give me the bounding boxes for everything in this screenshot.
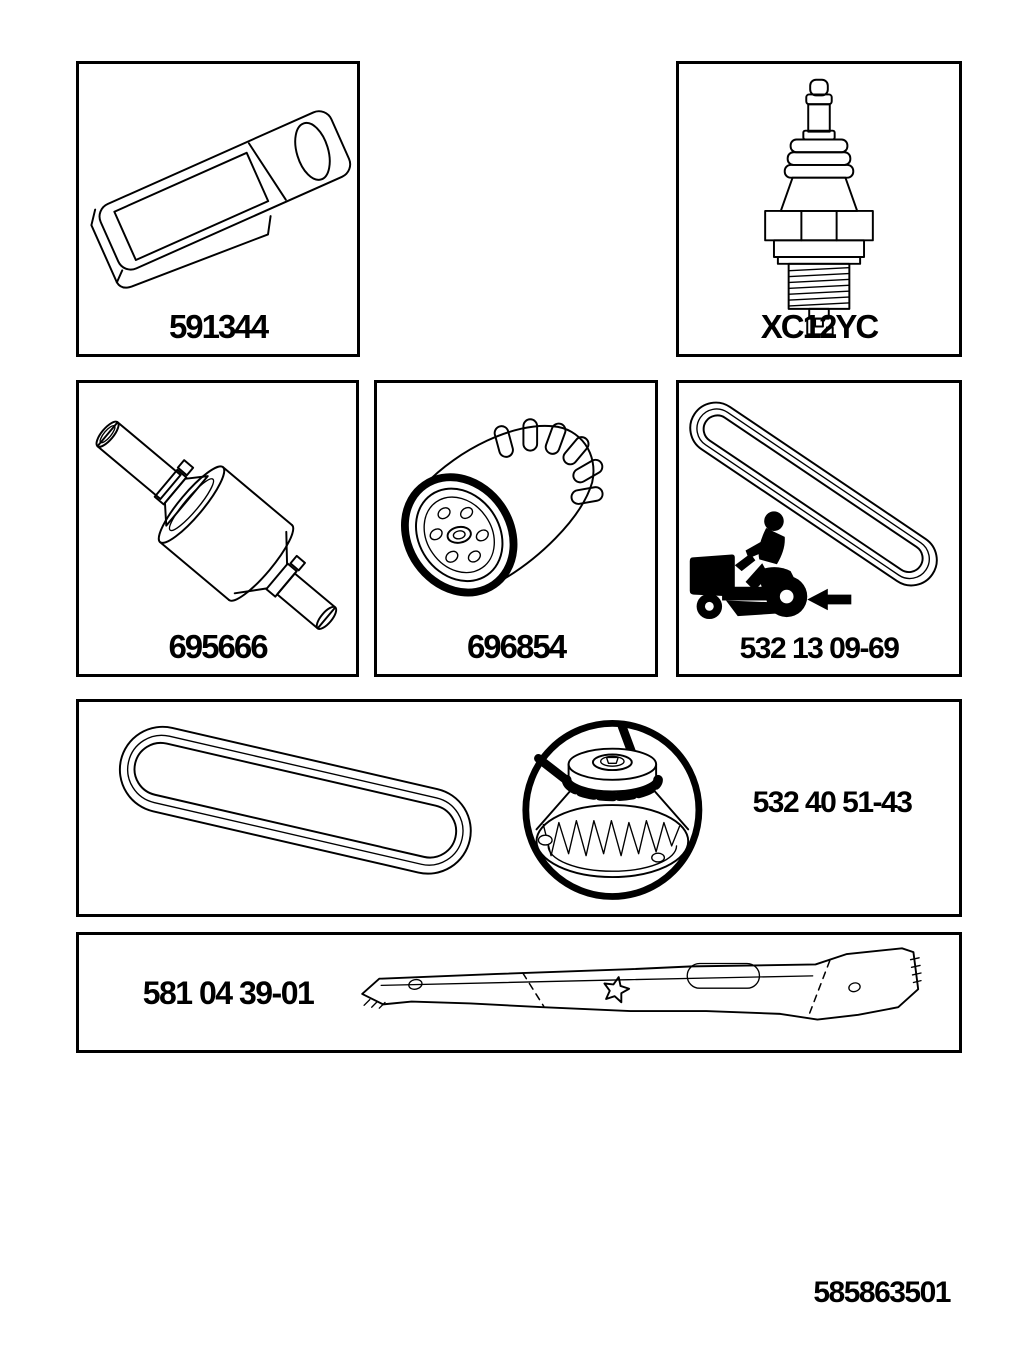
deck-belt-loop [111, 718, 479, 882]
arrow-left-icon [807, 589, 851, 611]
star-center-hole [601, 974, 631, 1003]
part-number-label: 532 13 09-69 [739, 632, 899, 665]
part-number-label: 532 40 51-43 [752, 786, 912, 819]
part-number-label: 696854 [466, 628, 566, 665]
panel-ground-drive-belt [676, 380, 962, 677]
spindle-detail-circle [526, 723, 699, 896]
panel-muffler [76, 380, 359, 677]
drive-belt-with-tractor-drawing [679, 383, 959, 674]
part-number-label: XC12YC [760, 308, 878, 345]
panel-deck-belt-spindle [76, 699, 962, 917]
part-number-label: 591344 [168, 308, 268, 345]
tractor-icon [690, 511, 807, 619]
part-number-label: 695666 [168, 628, 267, 665]
panel-air-filter [76, 61, 360, 357]
panel-mower-blade [76, 932, 962, 1053]
document-part-number: 585863501 [813, 1276, 950, 1309]
part-number-label: 581 04 39-01 [142, 975, 314, 1011]
panel-spark-plug [676, 61, 962, 357]
panel-oil-filter [374, 380, 658, 677]
